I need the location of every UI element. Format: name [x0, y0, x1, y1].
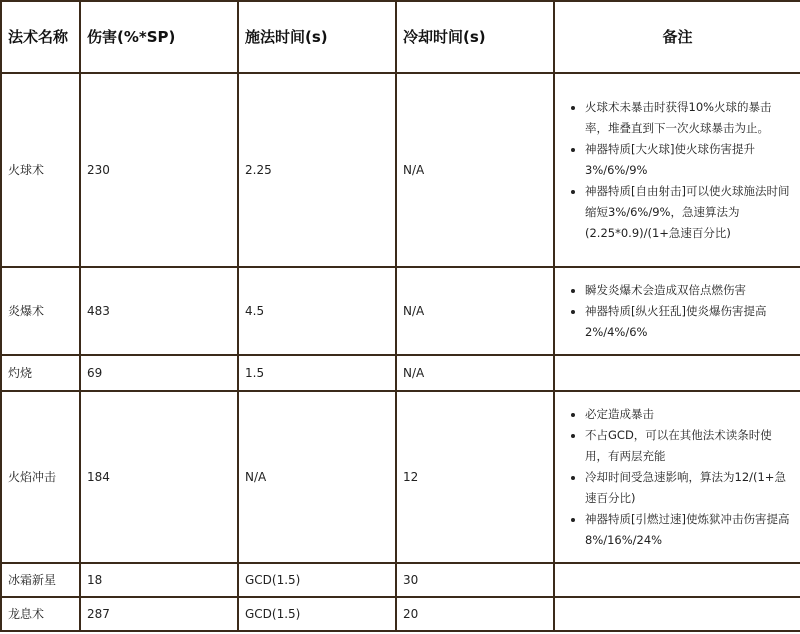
- cell-damage: 230: [80, 73, 238, 267]
- header-cooldown: 冷却时间(s): [396, 1, 554, 73]
- note-item: • 瞬发炎爆术会造成双倍点燃伤害: [585, 280, 794, 301]
- table-row: [1, 267, 800, 355]
- notes-list: [559, 97, 794, 244]
- cell-spell-name: 火焰冲击: [1, 391, 80, 563]
- header-notes: 备注: [554, 1, 800, 73]
- table-row: [1, 563, 800, 597]
- cell-spell-name: 冰霜新星: [1, 563, 80, 597]
- cell-notes: [554, 355, 800, 391]
- cell-cooldown: 30: [396, 563, 554, 597]
- cell-notes: [554, 563, 800, 597]
- note-item: • 必定造成暴击: [585, 404, 794, 425]
- header-spell-name: 法术名称: [1, 1, 80, 73]
- note-item: • 神器特质[自由射击]可以使火球施法时间缩短3%/6%/9%，急速算法为(2.25*0.9)/(1+急速百分比): [585, 181, 794, 244]
- note-item: • 神器特质[引燃过速]使炼狱冲击伤害提高8%/16%/24%: [585, 509, 794, 551]
- note-item: • 神器特质[纵火狂乱]使炎爆伤害提高2%/4%/6%: [585, 301, 794, 343]
- header-damage: 伤害(%*SP): [80, 1, 238, 73]
- note-item: • 神器特质[大火球]使火球伤害提升3%/6%/9%: [585, 139, 794, 181]
- cell-cast-time: 1.5: [238, 355, 396, 391]
- cell-spell-name: 火球术: [1, 73, 80, 267]
- cell-cast-time: N/A: [238, 391, 396, 563]
- cell-notes: [554, 391, 800, 563]
- cell-cast-time: GCD(1.5): [238, 563, 396, 597]
- table-row: [1, 391, 800, 563]
- cell-damage: 18: [80, 563, 238, 597]
- cell-cast-time: 4.5: [238, 267, 396, 355]
- table-row: [1, 355, 800, 391]
- table-row: [1, 73, 800, 267]
- note-item: • 火球术未暴击时获得10%火球的暴击率，堆叠直到下一次火球暴击为止。: [585, 97, 794, 139]
- notes-list: [559, 404, 794, 551]
- cell-cooldown: N/A: [396, 267, 554, 355]
- table-row: [1, 597, 800, 631]
- cell-cast-time: 2.25: [238, 73, 396, 267]
- note-item: • 冷却时间受急速影响，算法为12/(1+急速百分比): [585, 467, 794, 509]
- header-cast-time: 施法时间(s): [238, 1, 396, 73]
- cell-cooldown: N/A: [396, 355, 554, 391]
- note-item: • 不占GCD，可以在其他法术读条时使用，有两层充能: [585, 425, 794, 467]
- cell-notes: [554, 267, 800, 355]
- cell-cooldown: N/A: [396, 73, 554, 267]
- cell-cast-time: GCD(1.5): [238, 597, 396, 631]
- cell-spell-name: 龙息术: [1, 597, 80, 631]
- cell-notes: [554, 597, 800, 631]
- cell-spell-name: 炎爆术: [1, 267, 80, 355]
- table-header-row: [1, 1, 800, 73]
- cell-damage: 287: [80, 597, 238, 631]
- cell-damage: 69: [80, 355, 238, 391]
- cell-spell-name: 灼烧: [1, 355, 80, 391]
- cell-cooldown: 12: [396, 391, 554, 563]
- notes-list: [559, 280, 794, 343]
- cell-notes: [554, 73, 800, 267]
- cell-cooldown: 20: [396, 597, 554, 631]
- cell-damage: 184: [80, 391, 238, 563]
- cell-damage: 483: [80, 267, 238, 355]
